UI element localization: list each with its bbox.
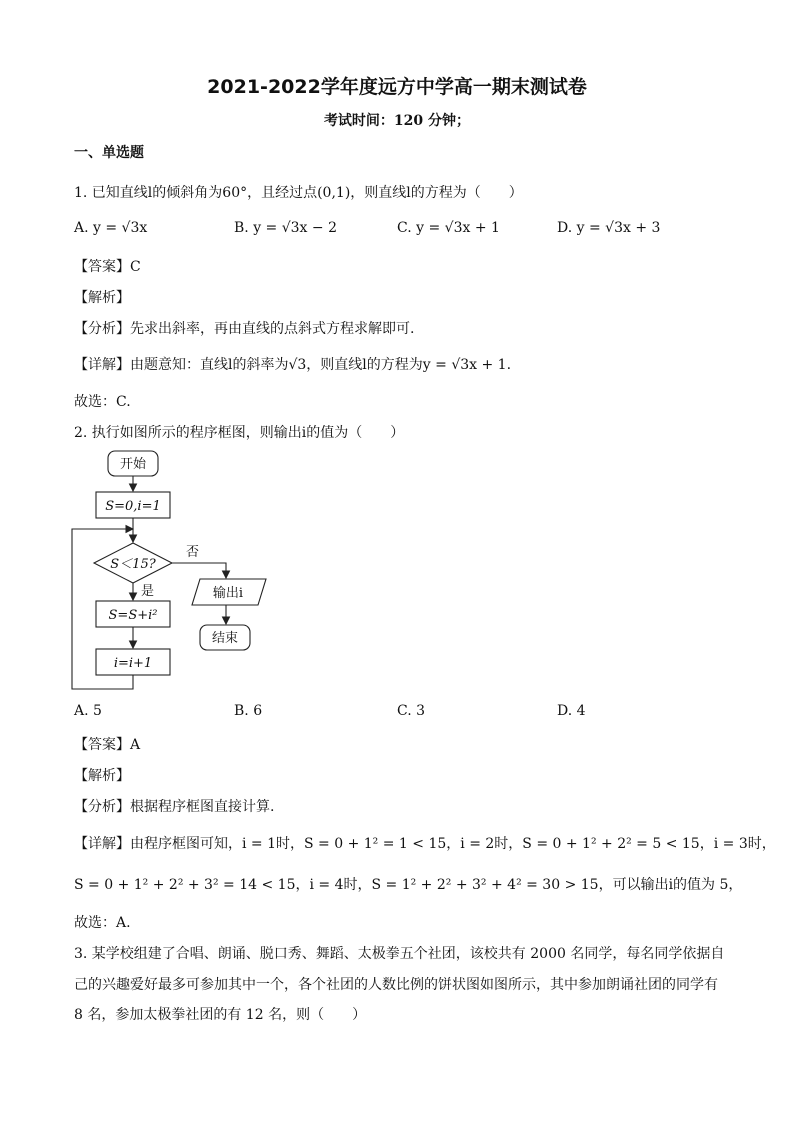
q1-answer: 【答案】C <box>74 259 141 275</box>
q1-xiangjie: 【详解】由题意知：直线l的斜率为√3，则直线l的方程为y = √3x + 1. <box>74 357 512 373</box>
q1-option-d: D. y = √3x + 3 <box>557 220 661 236</box>
question-3-line2: 己的兴趣爱好最多可参加其中一个，各个社团的人数比例的饼状图如图所示，其中参加朗诵社团的同学有 <box>74 977 718 993</box>
question-1-stem: 1. 已知直线l的倾斜角为60°，且经过点(0,1)，则直线l的方程为（ ） <box>74 185 523 201</box>
q2-analysis-label: 【解析】 <box>74 768 130 784</box>
flowchart-diagram <box>66 445 276 695</box>
flow-step1-label: S=S+i² <box>108 608 158 623</box>
flow-start-label: 开始 <box>119 457 147 472</box>
q2-fenxi: 【分析】根据程序框图直接计算. <box>74 799 275 815</box>
flow-step2-label: i=i+1 <box>113 656 153 671</box>
q2-option-a: A. 5 <box>74 703 102 719</box>
flow-cond-label: S＜15? <box>110 557 156 572</box>
question-2-stem: 2. 执行如图所示的程序框图，则输出i的值为（ ） <box>74 425 405 441</box>
q2-xiangjie-line1: 【详解】由程序框图可知，i = 1时，S = 0 + 1² = 1 < 15，i = 2时，S = 0 + 1² + 2² = 5 < 15，i = 3时， <box>74 836 776 852</box>
q2-conclusion: 故选：A. <box>74 915 131 931</box>
q1-analysis-label: 【解析】 <box>74 290 130 306</box>
page-title: 2021-2022学年度远方中学高一期末测试卷 <box>207 76 587 98</box>
q1-fenxi: 【分析】先求出斜率，再由直线的点斜式方程求解即可. <box>74 321 415 337</box>
exam-time: 考试时间：120 分钟； <box>323 113 471 129</box>
q2-option-d: D. 4 <box>557 703 586 719</box>
flow-end-label: 结束 <box>211 631 239 646</box>
q2-option-c: C. 3 <box>397 703 426 719</box>
flow-no-label: 否 <box>186 545 200 560</box>
flow-init-label: S=0,i=1 <box>105 499 161 514</box>
q2-answer: 【答案】A <box>74 737 141 753</box>
q2-option-b: B. 6 <box>234 703 263 719</box>
section-heading: 一、单选题 <box>74 145 144 161</box>
flow-yes-label: 是 <box>141 584 155 599</box>
q1-conclusion: 故选：C. <box>74 394 131 410</box>
q2-xiangjie-line2: S = 0 + 1² + 2² + 3² = 14 < 15，i = 4时，S = 1² + 2² + 3² + 4² = 30 > 15，可以输出i的值为 5， <box>74 877 743 893</box>
q1-option-c: C. y = √3x + 1 <box>397 220 500 236</box>
q1-option-b: B. y = √3x − 2 <box>234 220 337 236</box>
q1-option-a: A. y = √3x <box>74 220 148 236</box>
question-3-line3: 8 名，参加太极拳社团的有 12 名，则（ ） <box>74 1007 367 1023</box>
flow-output-label: 输出i <box>212 586 244 601</box>
question-3-line1: 3. 某学校组建了合唱、朗诵、脱口秀、舞蹈、太极拳五个社团，该校共有 2000 名同学，每名同学依据自 <box>74 946 725 962</box>
